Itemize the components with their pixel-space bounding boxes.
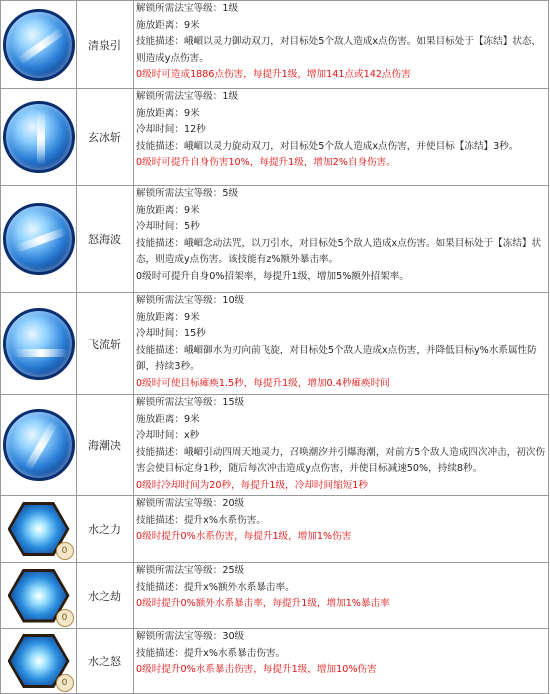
level-bonus: 0级时提升0%额外水系暴击率，每提升1级，增加1%暴击率 xyxy=(136,598,390,609)
ice-slash-skill-icon xyxy=(3,101,75,173)
unlock-level: 解锁所需法宝等级：10级 xyxy=(136,295,245,306)
skill-row-7 xyxy=(0,562,549,629)
skill-effect: 技能描述：提升x%水系伤害。 xyxy=(136,514,266,526)
skill-effect: 技能描述：提升x%水系暴击伤害。 xyxy=(136,647,286,659)
skill-effect: 技能描述：峨嵋念动法咒，以刀引水，对目标处5个敌人造成x点伤害。如果目标处于【冻结】状态，则造成y点伤害。该技能有z%额外暴击率。 xyxy=(136,237,542,265)
unlock-level: 解锁所需法宝等级：25级 xyxy=(136,565,245,576)
skill-description xyxy=(136,186,546,285)
level-bonus: 0级时可提升自身0%招架率，每提升1级，增加5%额外招架率。 xyxy=(136,270,409,282)
skill-name: 飞流斩 xyxy=(76,293,134,394)
unlock-level: 解锁所需法宝等级：15级 xyxy=(136,397,245,408)
skill-description xyxy=(136,1,546,84)
level-bonus: 0级时可使目标瘫痪1.5秒，每提升1级，增加0.4秒瘫痪时间 xyxy=(136,377,390,389)
skill-effect: 技能描述：峨嵋御水为刃向前飞旋，对目标处5个敌人造成x点伤害，并降低目标y%水系属性防御，持续3秒。 xyxy=(136,344,537,372)
cast-range: 施放距离：9米 xyxy=(136,19,200,31)
skill-row-8 xyxy=(0,628,549,694)
skill-description xyxy=(136,89,546,172)
skill-description xyxy=(136,496,546,546)
skill-effect: 技能描述：峨嵋以灵力御动双刀，对目标处5个敌人造成x点伤害。如果目标处于【冻结】状态，则造成y点伤害。 xyxy=(136,36,542,64)
skill-description xyxy=(136,395,546,494)
skill-name: 海潮决 xyxy=(76,395,134,495)
water-power-skill-icon xyxy=(8,502,70,556)
level-bonus: 0级时提升0%水系伤害，每提升1级，增加1%伤害 xyxy=(136,531,352,542)
skill-row-6 xyxy=(0,495,549,563)
level-bonus: 0级时提升0%水系暴击伤害，每提升1级，增加10%伤害 xyxy=(136,664,377,675)
cooldown: 冷却时间：15秒 xyxy=(136,328,206,339)
cast-range: 施放距离：9米 xyxy=(136,204,200,216)
skill-description xyxy=(136,629,546,679)
clear-spring-skill-icon xyxy=(3,9,75,81)
cooldown: 冷却时间：5秒 xyxy=(136,221,200,232)
skill-description xyxy=(136,293,546,392)
skill-icon-cell xyxy=(1,293,77,394)
level-bonus: 0级时可造成1886点伤害，每提升1级，增加141点或142点伤害 xyxy=(136,69,411,80)
level-badge: 0 xyxy=(56,609,74,627)
skill-name: 玄冰斩 xyxy=(76,89,134,185)
level-bonus: 0级时可提升自身伤害10%，每提升1级，增加2%自身伤害。 xyxy=(136,157,396,168)
skill-icon-cell xyxy=(1,186,77,292)
angry-sea-skill-icon xyxy=(3,203,75,275)
skill-icon-cell xyxy=(1,395,77,495)
water-crit-skill-icon xyxy=(8,569,70,623)
cast-range: 施放距离：9米 xyxy=(136,311,200,323)
skill-icon-cell xyxy=(1,563,77,628)
skill-name: 水之力 xyxy=(76,496,134,562)
skill-icon-cell xyxy=(1,629,77,693)
skill-row-3 xyxy=(0,185,549,293)
unlock-level: 解锁所需法宝等级：1级 xyxy=(136,3,239,14)
skill-name: 清泉引 xyxy=(76,1,134,88)
skill-icon-cell xyxy=(1,496,77,562)
unlock-level: 解锁所需法宝等级：1级 xyxy=(136,91,239,102)
level-bonus: 0级时冷却时间为20秒，每提升1级，冷却时间缩短1秒 xyxy=(136,479,368,491)
skill-name: 水之怒 xyxy=(76,629,134,693)
cast-range: 施放距离：9米 xyxy=(136,413,200,425)
cast-range: 施放距离：9米 xyxy=(136,107,200,119)
skill-description xyxy=(136,563,546,613)
skill-row-4 xyxy=(0,292,549,395)
level-badge: 0 xyxy=(56,542,74,560)
skill-icon-cell xyxy=(1,1,77,88)
tide-skill-icon xyxy=(3,409,75,481)
skill-name: 怒海波 xyxy=(76,186,134,292)
cooldown: 冷却时间：x秒 xyxy=(136,430,200,441)
flying-stream-skill-icon xyxy=(3,308,75,380)
skill-icon-cell xyxy=(1,89,77,185)
skill-effect: 技能描述：提升x%额外水系暴击率。 xyxy=(136,581,295,593)
water-fury-skill-icon xyxy=(8,634,70,688)
unlock-level: 解锁所需法宝等级：30级 xyxy=(136,631,245,642)
skill-effect: 技能描述：峨嵋以灵力旋动双刀，对目标处5个敌人造成x点伤害，并使目标【冻结】3秒。 xyxy=(136,140,519,152)
skill-row-1 xyxy=(0,0,549,89)
skill-row-5 xyxy=(0,394,549,496)
unlock-level: 解锁所需法宝等级：20级 xyxy=(136,498,245,509)
unlock-level: 解锁所需法宝等级：5级 xyxy=(136,188,239,199)
level-badge: 0 xyxy=(56,674,74,692)
skill-row-2 xyxy=(0,88,549,186)
cooldown: 冷却时间：12秒 xyxy=(136,124,206,135)
skill-effect: 技能描述：峨嵋引动四周天地灵力，召唤潮汐并引爆海潮，对前方5个敌人造成四次冲击，初次伤害会使目标定身1秒，随后每次冲击造成y点伤害，并使目标减速50%，持续8秒。 xyxy=(136,446,546,474)
skill-name: 水之劫 xyxy=(76,563,134,628)
